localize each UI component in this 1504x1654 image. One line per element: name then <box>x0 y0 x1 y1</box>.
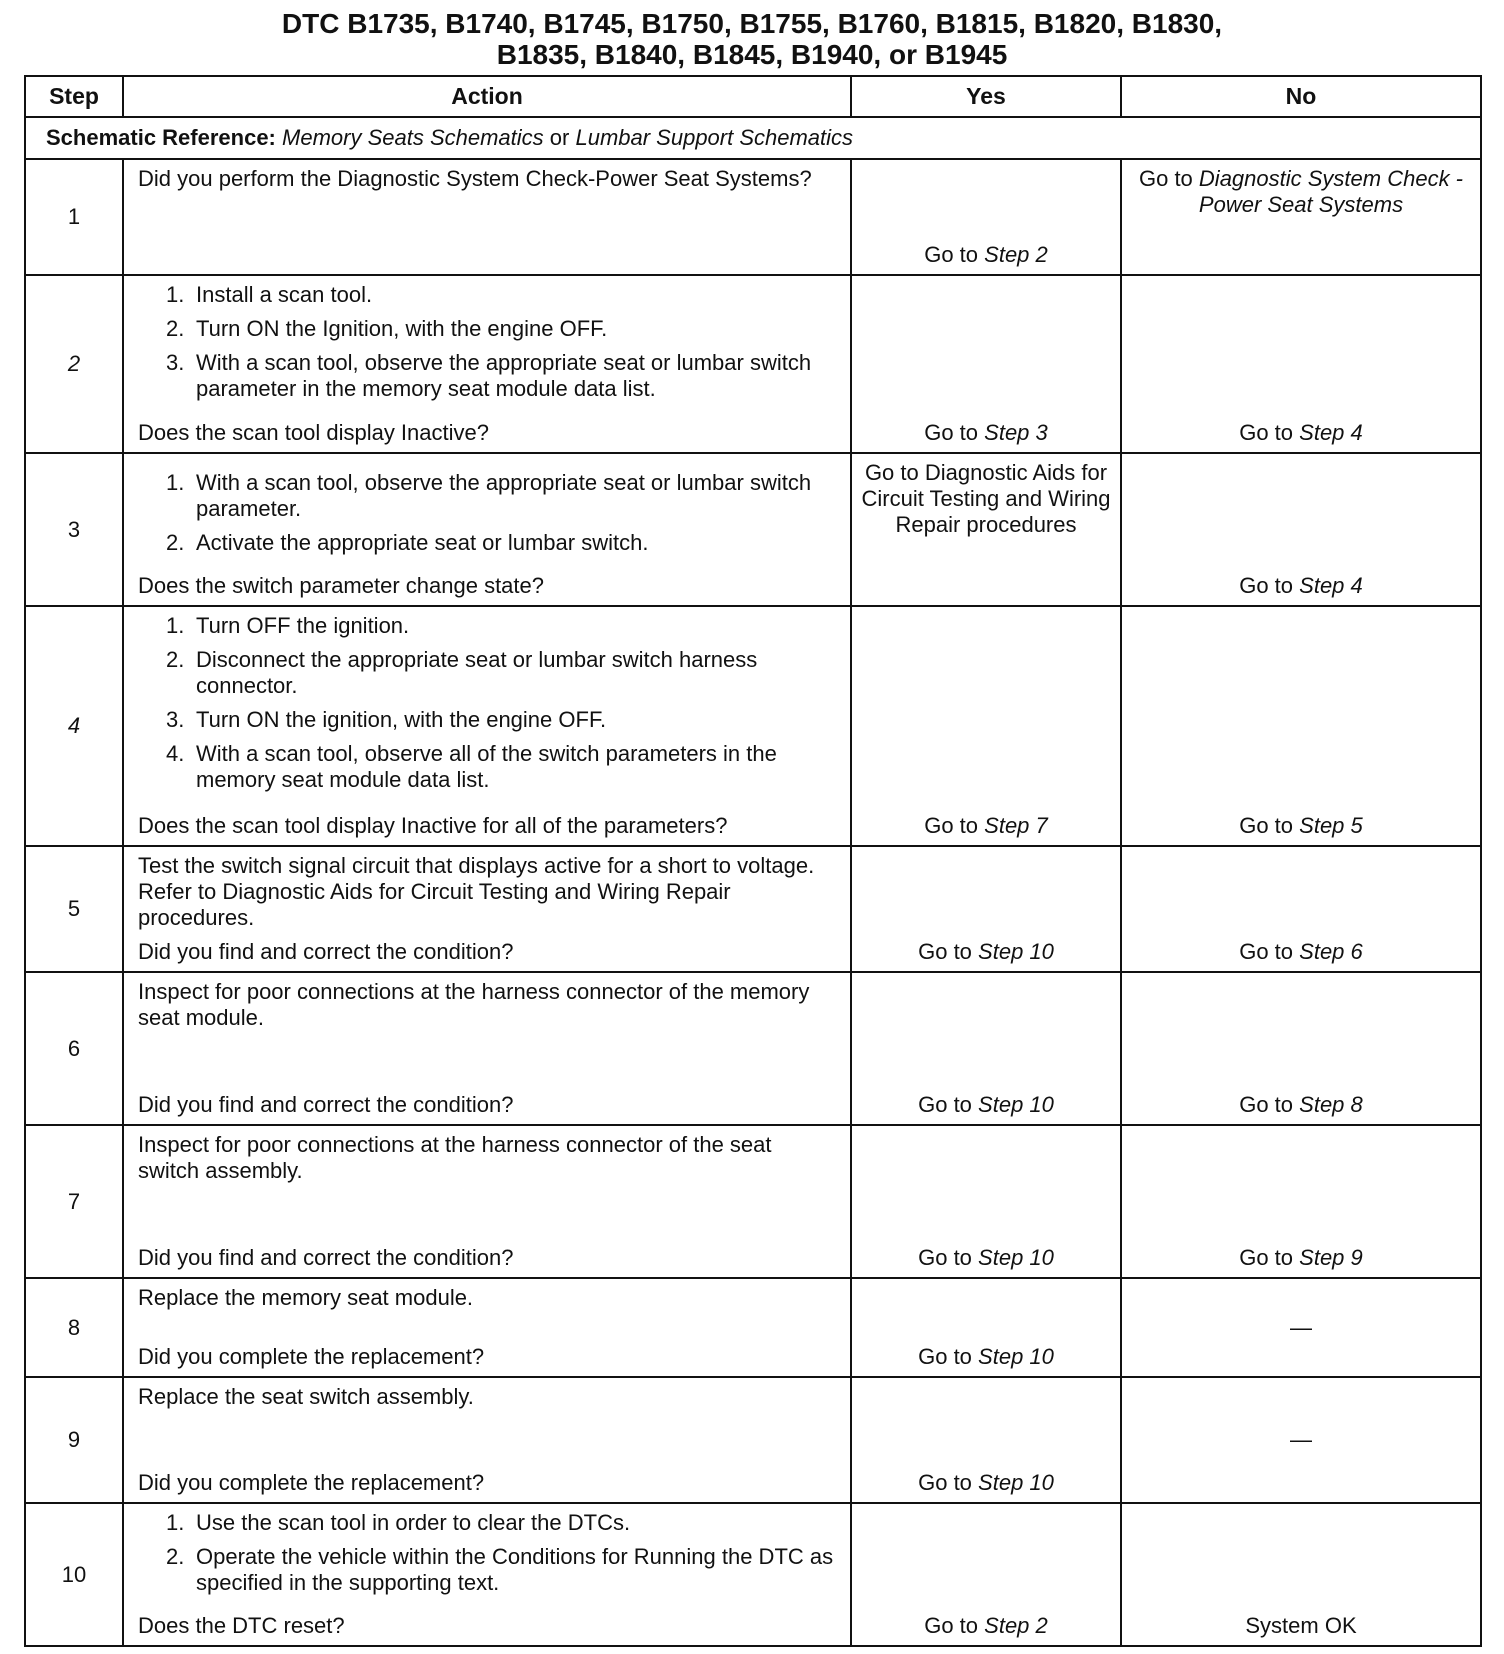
action-question: Does the scan tool display Inactive? <box>138 420 489 446</box>
no-link[interactable]: Diagnostic System Check - Power Seat Systems <box>1198 165 1464 217</box>
yes-link[interactable]: Step 10 <box>978 1470 1054 1496</box>
action-cell <box>123 1278 851 1377</box>
action-text: Replace the seat switch assembly. <box>138 1384 474 1410</box>
header-no: No <box>1121 76 1481 117</box>
yes-cell <box>851 1377 1121 1503</box>
yes-cell <box>851 159 1121 276</box>
action-question: Did you find and correct the condition? <box>138 939 514 965</box>
title-line-2: B1835, B1840, B1845, B1940, or B1945 <box>496 39 1008 70</box>
action-question: Did you complete the replacement? <box>138 1344 485 1370</box>
step-number: 7 <box>25 1125 123 1278</box>
yes-link[interactable]: Step 2 <box>984 1613 1048 1638</box>
yes-text[interactable]: Go to Diagnostic Aids for Circuit Testing and Wiring Repair procedures <box>861 460 1111 538</box>
yes-prefix: Go to <box>924 812 979 838</box>
no-cell <box>1121 1278 1481 1377</box>
header-yes: Yes <box>851 76 1121 117</box>
table-row <box>25 453 1481 606</box>
no-cell <box>1121 159 1481 276</box>
action-cell <box>123 846 851 972</box>
no-link[interactable]: Step 5 <box>1299 812 1363 838</box>
action-step-item: 2. Turn ON the Ignition, with the engine OFF. <box>166 316 608 342</box>
schematic-label: Schematic Reference: <box>46 124 276 150</box>
action-question: Did you find and correct the condition? <box>138 1244 514 1270</box>
table-row <box>25 972 1481 1125</box>
step-number: 5 <box>25 846 123 972</box>
yes-link[interactable]: Step 2 <box>984 242 1048 268</box>
step-number: 6 <box>25 972 123 1125</box>
action-cell <box>123 453 851 606</box>
action-text: Inspect for poor connections at the harness connector of the seat switch assembly. <box>138 1132 772 1184</box>
yes-prefix: Go to <box>918 1092 972 1118</box>
table-header-row <box>25 76 1481 117</box>
action-step-item: 2. Operate the vehicle within the Conditions for Running the DTC as specified in the supporting text. <box>166 1544 834 1596</box>
no-dash: — <box>1290 1427 1312 1453</box>
schematic-link-lumbar-support[interactable]: Lumbar Support Schematics <box>575 124 854 150</box>
yes-cell <box>851 972 1121 1125</box>
table-row <box>25 1278 1481 1377</box>
action-question: Did you complete the replacement? <box>138 1470 485 1496</box>
title-line-1: DTC B1735, B1740, B1745, B1750, B1755, B1760, B1815, B1820, B1830, <box>281 8 1223 39</box>
diagnostic-table <box>24 75 1482 1647</box>
yes-prefix: Go to <box>924 242 979 268</box>
action-steps <box>138 613 838 801</box>
action-question: Does the switch parameter change state? <box>138 573 545 599</box>
action-cell <box>123 1503 851 1646</box>
no-link[interactable]: Step 4 <box>1299 573 1363 599</box>
header-step: Step <box>25 76 123 117</box>
yes-link[interactable]: Step 10 <box>978 1092 1054 1118</box>
action-step-item: 3. Turn ON the ignition, with the engine OFF. <box>166 707 607 733</box>
table-row <box>25 159 1481 276</box>
yes-cell <box>851 1278 1121 1377</box>
action-text: Test the switch signal circuit that displays active for a short to voltage. Refer to Diagnostic Aids for Circuit Testing and Wiring Repair procedures. <box>138 852 815 930</box>
no-link[interactable]: Step 9 <box>1299 1244 1363 1270</box>
no-prefix: Go to <box>1138 165 1193 191</box>
step-number: 1 <box>25 159 123 276</box>
table-row <box>25 1125 1481 1278</box>
yes-cell <box>851 453 1121 606</box>
action-step-item: 1. Use the scan tool in order to clear the DTCs. <box>166 1510 631 1536</box>
no-prefix: Go to <box>1239 1244 1294 1270</box>
action-steps <box>138 470 838 564</box>
table-row <box>25 846 1481 972</box>
schematic-reference-row <box>25 117 1481 158</box>
yes-cell <box>851 275 1121 453</box>
no-cell <box>1121 275 1481 453</box>
no-dash: — <box>1290 1314 1312 1340</box>
action-cell <box>123 1377 851 1503</box>
yes-cell <box>851 1125 1121 1278</box>
no-link[interactable]: Step 6 <box>1299 939 1363 965</box>
step-number: 9 <box>25 1377 123 1503</box>
no-cell <box>1121 606 1481 846</box>
no-cell <box>1121 846 1481 972</box>
action-question: Did you find and correct the condition? <box>138 1092 514 1118</box>
action-step-item: 2. Disconnect the appropriate seat or lumbar switch harness connector. <box>166 647 758 699</box>
action-step-item: 1. Install a scan tool. <box>166 282 373 308</box>
no-prefix: Go to <box>1239 573 1294 599</box>
no-prefix: Go to <box>1239 939 1294 965</box>
yes-link[interactable]: Step 3 <box>984 420 1048 446</box>
action-step-item: 2. Activate the appropriate seat or lumbar switch. <box>166 530 649 556</box>
step-number: 3 <box>25 453 123 606</box>
yes-link[interactable]: Step 10 <box>978 1244 1054 1270</box>
schematic-or: or <box>549 124 570 150</box>
no-cell <box>1121 1503 1481 1646</box>
document-title <box>0 8 1504 70</box>
yes-cell <box>851 1503 1121 1646</box>
action-question: Does the scan tool display Inactive for all of the parameters? <box>138 812 728 838</box>
action-cell <box>123 606 851 846</box>
action-cell <box>123 159 851 276</box>
no-link[interactable]: Step 8 <box>1299 1092 1363 1118</box>
yes-link[interactable]: Step 10 <box>978 1344 1054 1370</box>
action-text: Did you perform the Diagnostic System Check-Power Seat Systems? <box>138 165 812 191</box>
no-prefix: Go to <box>1239 812 1294 838</box>
header-action: Action <box>123 76 851 117</box>
yes-link[interactable]: Step 10 <box>978 939 1054 965</box>
no-prefix: Go to <box>1239 420 1294 446</box>
step-number: 4 <box>25 606 123 846</box>
yes-prefix: Go to <box>918 1244 972 1270</box>
table-row <box>25 1377 1481 1503</box>
no-text: System OK <box>1245 1613 1357 1638</box>
action-text: Inspect for poor connections at the harness connector of the memory seat module. <box>138 979 810 1031</box>
table-row <box>25 1503 1481 1646</box>
yes-prefix: Go to <box>924 420 979 446</box>
no-cell <box>1121 1125 1481 1278</box>
yes-cell <box>851 606 1121 846</box>
table-row <box>25 606 1481 846</box>
schematic-reference <box>25 117 1481 158</box>
table-row <box>25 275 1481 453</box>
action-text: Replace the memory seat module. <box>138 1284 474 1310</box>
action-steps <box>138 282 838 410</box>
schematic-link-memory-seats[interactable]: Memory Seats Schematics <box>282 124 544 150</box>
action-step-item: 3. With a scan tool, observe the appropriate seat or lumbar switch parameter in the memory seat module data list. <box>166 350 812 402</box>
no-cell <box>1121 972 1481 1125</box>
no-cell <box>1121 1377 1481 1503</box>
no-cell <box>1121 453 1481 606</box>
yes-prefix: Go to <box>918 1344 972 1370</box>
action-cell <box>123 972 851 1125</box>
action-question: Does the DTC reset? <box>138 1613 345 1638</box>
action-steps <box>138 1510 838 1604</box>
no-prefix: Go to <box>1239 1092 1294 1118</box>
step-number: 10 <box>25 1503 123 1646</box>
yes-cell <box>851 846 1121 972</box>
no-link[interactable]: Step 4 <box>1299 420 1363 446</box>
action-cell <box>123 1125 851 1278</box>
action-cell <box>123 275 851 453</box>
yes-prefix: Go to <box>918 939 972 965</box>
yes-link[interactable]: Step 7 <box>984 812 1048 838</box>
action-step-item: 1. Turn OFF the ignition. <box>166 613 410 639</box>
yes-prefix: Go to <box>924 1613 979 1638</box>
step-number: 8 <box>25 1278 123 1377</box>
action-step-item: 1. With a scan tool, observe the appropriate seat or lumbar switch parameter. <box>166 470 812 522</box>
yes-prefix: Go to <box>918 1470 972 1496</box>
step-number: 2 <box>25 275 123 453</box>
action-step-item: 4. With a scan tool, observe all of the switch parameters in the memory seat module data list. <box>166 741 777 793</box>
